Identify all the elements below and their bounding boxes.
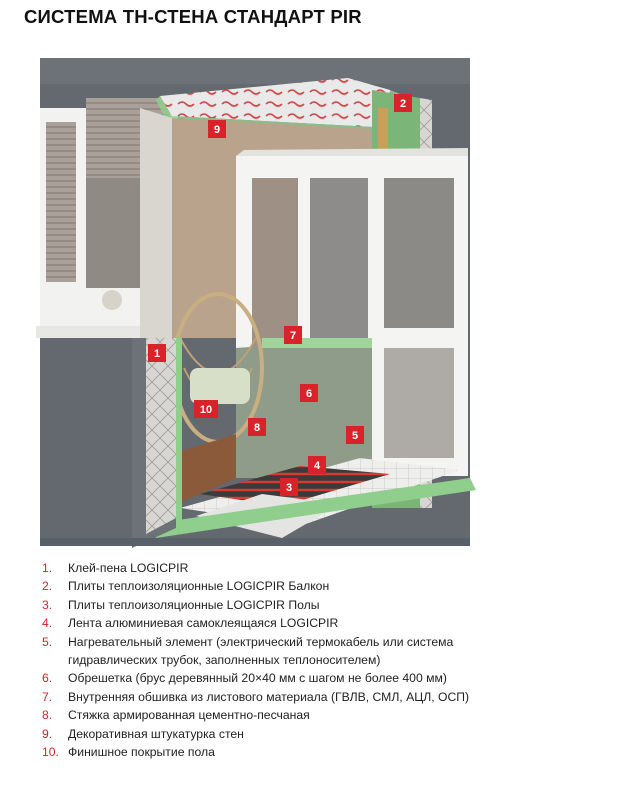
marker-6 bbox=[300, 384, 318, 402]
marker-1 bbox=[148, 344, 166, 362]
window-pane-4 bbox=[384, 348, 454, 458]
legend-text: Финишное покрытие пола bbox=[68, 745, 215, 760]
marker-10 bbox=[194, 400, 218, 418]
marker-4 bbox=[308, 456, 326, 474]
window-pane-2 bbox=[310, 178, 368, 358]
legend-text: Лента алюминиевая самоклеящаяся LOGICPIR bbox=[68, 616, 339, 631]
left-wall-green-edge bbox=[176, 338, 182, 524]
legend-item bbox=[42, 725, 469, 743]
facade-upper-strip bbox=[40, 58, 470, 84]
legend-text: Обрешетка (брус деревянный 20×40 мм с шагом не более 400 мм) bbox=[68, 671, 447, 686]
legend-text: Нагревательный элемент (электрический термокабель или система bbox=[68, 634, 454, 649]
legend-text: Плиты теплоизоляционные LOGICPIR Полы bbox=[68, 597, 320, 612]
legend-item bbox=[42, 688, 469, 706]
marker-8 bbox=[248, 418, 266, 436]
legend-number: 6. bbox=[42, 671, 53, 686]
marker-2 bbox=[394, 94, 412, 112]
svg-text:10: 10 bbox=[199, 404, 213, 416]
marker-3 bbox=[280, 478, 298, 496]
facade-bottom bbox=[40, 538, 470, 546]
svg-text:6: 6 bbox=[305, 388, 313, 400]
legend-number: 1. bbox=[42, 561, 53, 575]
window-pane-3 bbox=[384, 178, 454, 328]
balcony-illustration bbox=[0, 38, 620, 553]
legend-item bbox=[42, 614, 469, 632]
legend-number: 4. bbox=[42, 616, 53, 631]
svg-text:8: 8 bbox=[253, 422, 261, 434]
parapet-green-insulation bbox=[262, 338, 372, 348]
marker-5 bbox=[346, 426, 364, 444]
legend-text: Внутренняя обшивка из листового материала (ГВЛВ, СМЛ, АЦЛ, ОСП) bbox=[68, 689, 470, 704]
legend-number: 7. bbox=[42, 689, 53, 704]
legend-item bbox=[42, 706, 469, 724]
legend-text: Плиты теплоизоляционные LOGICPIR Балкон bbox=[68, 579, 330, 594]
wood-batten bbox=[378, 108, 388, 152]
legend-item bbox=[42, 743, 469, 761]
svg-text:7: 7 bbox=[289, 330, 297, 342]
legend-text: Декоративная штукатурка стен bbox=[68, 726, 244, 741]
diagram-title: СИСТЕМА ТН-СТЕНА СТАНДАРТ PIR bbox=[24, 6, 362, 27]
legend-text: Клей-пена LOGICPIR bbox=[68, 561, 189, 575]
legend-number: 9. bbox=[42, 726, 53, 741]
marker-9 bbox=[208, 120, 226, 138]
vase-decor bbox=[102, 290, 122, 310]
legend-item bbox=[42, 669, 469, 687]
svg-text:3: 3 bbox=[285, 482, 293, 494]
legend-item bbox=[42, 596, 469, 614]
apartment-window-glass-left bbox=[46, 122, 76, 282]
svg-text:5: 5 bbox=[351, 430, 359, 442]
legend-item bbox=[42, 559, 469, 577]
legend-text: гидравлических трубок, заполненных теплоносителем) bbox=[68, 653, 381, 668]
svg-text:1: 1 bbox=[153, 348, 161, 360]
legend-text: Стяжка армированная цементно-песчаная bbox=[68, 708, 310, 723]
chair-cushion bbox=[190, 368, 250, 404]
legend-number: 3. bbox=[42, 597, 53, 612]
svg-text:2: 2 bbox=[399, 98, 407, 110]
legend-number: 8. bbox=[42, 708, 53, 723]
legend-item bbox=[42, 577, 469, 595]
legend-item-continuation bbox=[42, 651, 469, 669]
legend-number: 2. bbox=[42, 579, 53, 594]
marker-7 bbox=[284, 326, 302, 344]
svg-text:4: 4 bbox=[313, 460, 321, 472]
legend-number: 5. bbox=[42, 634, 53, 649]
legend-list bbox=[42, 559, 469, 761]
left-wall-insulation bbox=[146, 338, 176, 534]
legend-number: 10. bbox=[42, 745, 59, 760]
svg-text:9: 9 bbox=[213, 124, 221, 136]
legend-item bbox=[42, 633, 469, 651]
